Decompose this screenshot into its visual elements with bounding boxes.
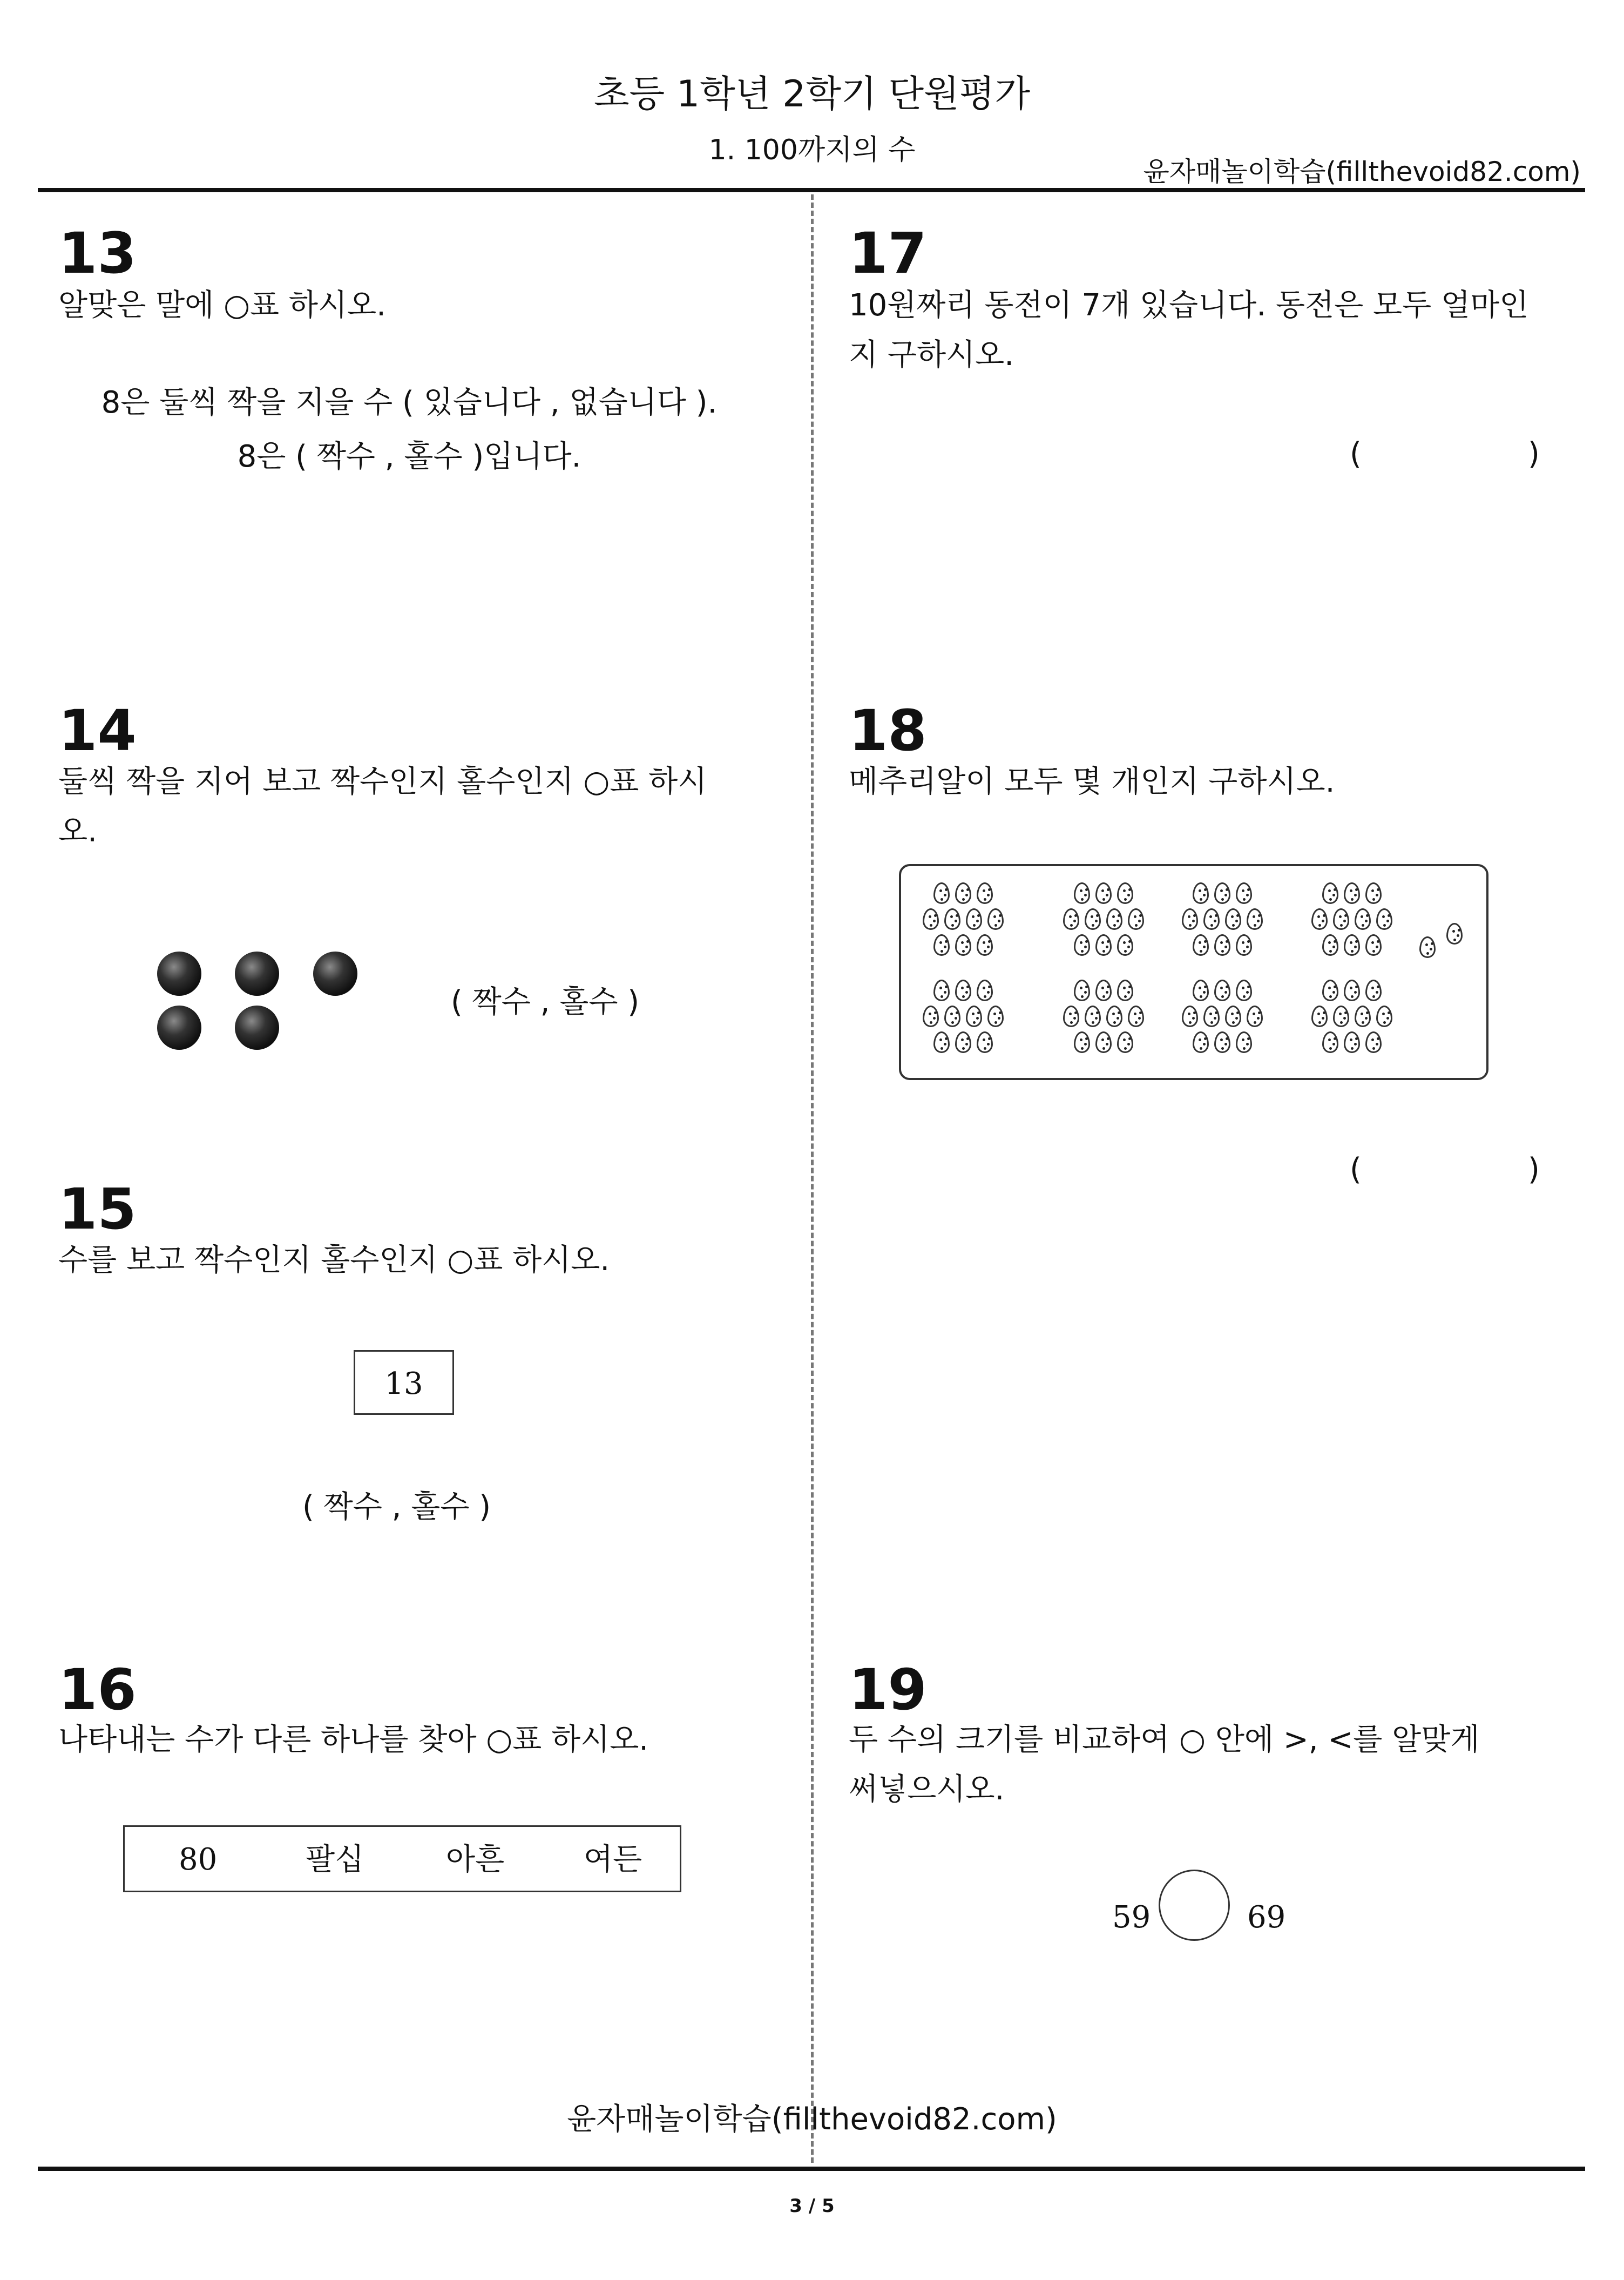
quail-egg-icon — [1311, 908, 1328, 930]
question-17-instruction-line1: 10원짜리 동전이 7개 있습니다. 동전은 모두 얼마인 — [849, 288, 1529, 323]
question-13-number: 13 — [58, 220, 137, 286]
quail-egg-icon — [1376, 1006, 1392, 1027]
quail-egg-icon — [1074, 882, 1090, 904]
quail-egg-icon — [1247, 1006, 1263, 1027]
quail-egg-icon — [1419, 936, 1436, 958]
black-dot — [157, 952, 201, 996]
black-dot — [235, 952, 279, 996]
question-17-instruction-line2: 지 구하시오. — [849, 338, 1014, 373]
option-yeodeun: 여든 — [584, 1842, 642, 1877]
quail-egg-icon — [1182, 908, 1198, 930]
quail-egg-icon — [1074, 1031, 1090, 1053]
question-14-choices: ( 짝수 , 홀수 ) — [451, 984, 640, 1020]
page-number: 3 / 5 — [789, 2195, 835, 2217]
quail-egg-icon — [1365, 934, 1382, 956]
answer-open-paren: ( — [1350, 1152, 1362, 1187]
quail-egg-icon — [987, 908, 1004, 930]
quail-egg-icon — [1203, 1006, 1220, 1027]
quail-egg-icon — [1355, 908, 1371, 930]
black-dot — [313, 952, 357, 996]
question-15-number-box: 13 — [354, 1350, 454, 1415]
quail-egg-icon — [1365, 1031, 1382, 1053]
question-18-instruction: 메추리알이 모두 몇 개인지 구하시오. — [849, 764, 1335, 799]
quail-egg-icon — [955, 980, 971, 1001]
footer-site-label: 윤자매놀이학습(fillthevoid82.com) — [567, 2102, 1057, 2137]
question-13-statement-2: 8은 ( 짝수 , 홀수 )입니다. — [237, 439, 581, 474]
quail-egg-icon — [1095, 1031, 1112, 1053]
option-palsip: 팔십 — [306, 1842, 364, 1877]
quail-egg-icon — [933, 882, 950, 904]
quail-egg-icon — [923, 908, 939, 930]
answer-close-paren: ) — [1528, 436, 1540, 471]
question-15-instruction: 수를 보고 짝수인지 홀수인지 ○표 하시오. — [58, 1243, 610, 1278]
quail-egg-icon — [1085, 908, 1101, 930]
quail-egg-icon — [1095, 980, 1112, 1001]
quail-egg-icon — [1128, 908, 1144, 930]
quail-egg-icon — [1117, 980, 1133, 1001]
quail-egg-icon — [1247, 908, 1263, 930]
quail-egg-icon — [933, 980, 950, 1001]
black-dot — [157, 1006, 201, 1050]
quail-egg-icon — [1333, 1006, 1349, 1027]
quail-egg-icon — [1344, 980, 1360, 1001]
quail-egg-icon — [1095, 934, 1112, 956]
quail-egg-icon — [1344, 882, 1360, 904]
quail-egg-icon — [1322, 882, 1338, 904]
quail-egg-icon — [1074, 934, 1090, 956]
quail-egg-icon — [1193, 1031, 1209, 1053]
option-80: 80 — [179, 1842, 218, 1877]
quail-egg-icon — [1365, 980, 1382, 1001]
quail-egg-icon — [1225, 908, 1241, 930]
quail-egg-icon — [1074, 980, 1090, 1001]
quail-eggs-box — [899, 864, 1488, 1080]
quail-egg-icon — [1063, 1006, 1079, 1027]
quail-egg-icon — [1311, 1006, 1328, 1027]
page-title: 초등 1학년 2학기 단원평가 — [593, 73, 1031, 116]
question-16-options-box — [123, 1825, 681, 1892]
quail-egg-icon — [1085, 1006, 1101, 1027]
page-subtitle: 1. 100까지의 수 — [708, 134, 916, 166]
quail-egg-icon — [1355, 1006, 1371, 1027]
quail-egg-icon — [933, 1031, 950, 1053]
quail-egg-icon — [1322, 1031, 1338, 1053]
quail-egg-icon — [1214, 980, 1230, 1001]
question-19-number: 19 — [849, 1657, 927, 1723]
question-19-instruction-line2: 써넣으시오. — [849, 1772, 1005, 1807]
answer-open-paren: ( — [1350, 436, 1362, 471]
quail-egg-icon — [966, 1006, 982, 1027]
compare-right-number: 69 — [1247, 1900, 1286, 1935]
quail-egg-icon — [1214, 882, 1230, 904]
question-17-number: 17 — [849, 220, 927, 286]
question-13-statement-1: 8은 둘씩 짝을 지을 수 ( 있습니다 , 없습니다 ). — [101, 385, 718, 420]
quail-egg-icon — [1117, 882, 1133, 904]
quail-egg-icon — [1376, 908, 1392, 930]
question-14-instruction-line2: 오. — [58, 814, 97, 849]
quail-egg-icon — [1214, 934, 1230, 956]
question-15-number: 15 — [58, 1176, 137, 1242]
quail-egg-icon — [1203, 908, 1220, 930]
quail-egg-icon — [1365, 882, 1382, 904]
quail-egg-icon — [1095, 882, 1112, 904]
header-site-label: 윤자매놀이학습(fillthevoid82.com) — [1143, 156, 1581, 187]
header-rule — [38, 188, 1585, 192]
quail-egg-icon — [1106, 908, 1122, 930]
quail-egg-icon — [1333, 908, 1349, 930]
quail-egg-icon — [1236, 882, 1252, 904]
quail-egg-icon — [955, 882, 971, 904]
quail-egg-icon — [977, 1031, 993, 1053]
quail-egg-icon — [1236, 1031, 1252, 1053]
quail-egg-icon — [955, 1031, 971, 1053]
quail-egg-icon — [977, 980, 993, 1001]
question-13-instruction: 알맞은 말에 ○표 하시오. — [58, 288, 386, 323]
quail-egg-icon — [1106, 1006, 1122, 1027]
quail-egg-icon — [1344, 934, 1360, 956]
quail-egg-icon — [1193, 882, 1209, 904]
question-18-number: 18 — [849, 698, 927, 764]
quail-egg-icon — [977, 934, 993, 956]
quail-egg-icon — [1446, 923, 1463, 945]
quail-egg-icon — [1225, 1006, 1241, 1027]
quail-egg-icon — [944, 1006, 960, 1027]
question-14-instruction-line1: 둘씩 짝을 지어 보고 짝수인지 홀수인지 ○표 하시 — [58, 764, 707, 799]
quail-egg-icon — [1117, 1031, 1133, 1053]
quail-egg-icon — [923, 1006, 939, 1027]
quail-egg-icon — [944, 908, 960, 930]
quail-egg-icon — [1322, 980, 1338, 1001]
compare-left-number: 59 — [1112, 1900, 1151, 1935]
quail-egg-icon — [987, 1006, 1004, 1027]
question-14-number: 14 — [58, 698, 137, 764]
quail-egg-icon — [933, 934, 950, 956]
quail-egg-icon — [1193, 980, 1209, 1001]
quail-egg-icon — [1322, 934, 1338, 956]
quail-egg-icon — [1063, 908, 1079, 930]
question-15-choices: ( 짝수 , 홀수 ) — [302, 1489, 491, 1525]
option-aheun: 아흔 — [446, 1842, 505, 1877]
quail-egg-icon — [1344, 1031, 1360, 1053]
quail-egg-icon — [1128, 1006, 1144, 1027]
quail-egg-icon — [1236, 934, 1252, 956]
question-16-instruction: 나타내는 수가 다른 하나를 찾아 ○표 하시오. — [58, 1722, 649, 1757]
quail-egg-icon — [955, 934, 971, 956]
answer-close-paren: ) — [1528, 1152, 1540, 1187]
quail-egg-icon — [1193, 934, 1209, 956]
question-19-instruction-line1: 두 수의 크기를 비교하여 ○ 안에 >, <를 알맞게 — [849, 1722, 1480, 1757]
quail-egg-icon — [966, 908, 982, 930]
quail-egg-icon — [1236, 980, 1252, 1001]
quail-egg-icon — [1182, 1006, 1198, 1027]
footer-rule — [38, 2167, 1585, 2171]
quail-egg-icon — [977, 882, 993, 904]
black-dot — [235, 1006, 279, 1050]
compare-circle[interactable] — [1159, 1870, 1230, 1941]
column-divider — [811, 194, 814, 2163]
quail-egg-icon — [1214, 1031, 1230, 1053]
question-16-number: 16 — [58, 1657, 137, 1723]
quail-egg-icon — [1117, 934, 1133, 956]
